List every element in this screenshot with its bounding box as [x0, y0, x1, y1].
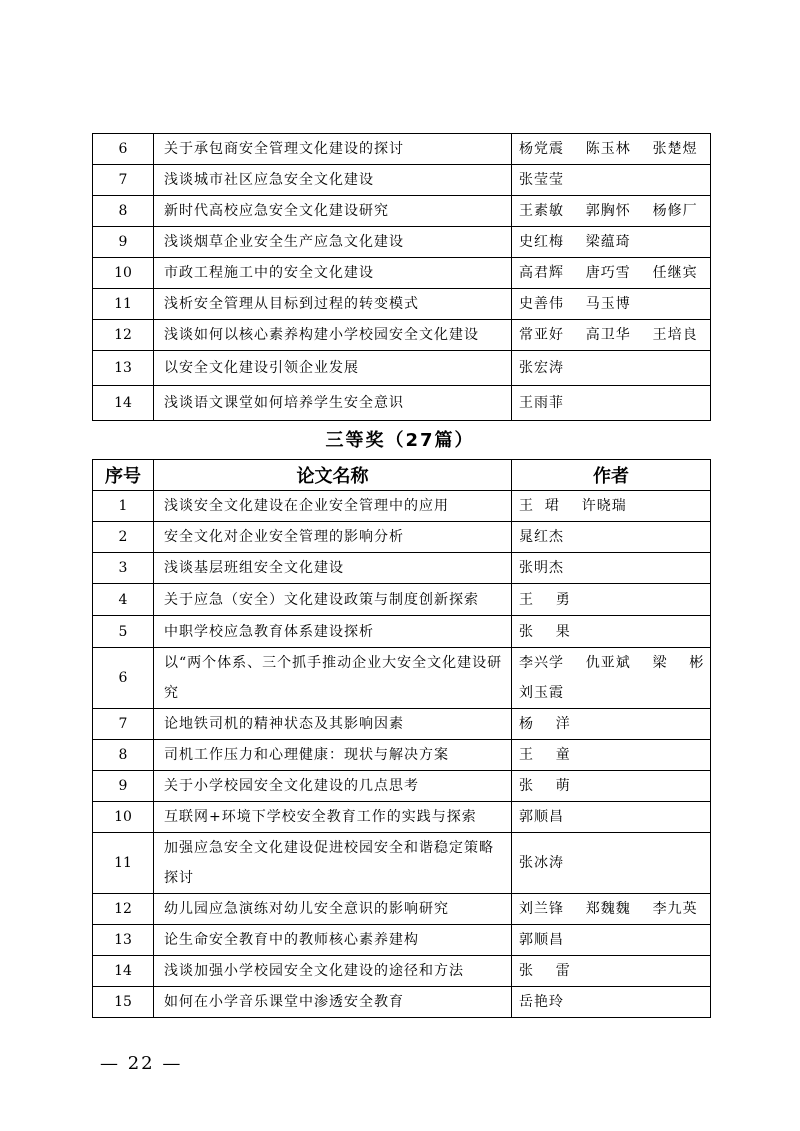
- paper-authors: 张冰涛: [512, 833, 711, 894]
- paper-authors: 张 萌: [512, 771, 711, 802]
- row-number: 9: [93, 227, 154, 258]
- table-row: [93, 351, 711, 386]
- paper-title: 浅谈如何以核心素养构建小学校园安全文化建设: [154, 320, 512, 351]
- paper-title: 浅谈语文课堂如何培养学生安全意识: [154, 386, 512, 421]
- paper-title: 中职学校应急教育体系建设探析: [154, 616, 512, 648]
- paper-authors: 王 勇: [512, 584, 711, 616]
- row-number: 7: [93, 165, 154, 196]
- row-number: 13: [93, 351, 154, 386]
- second-prize-table-continued: [92, 133, 711, 421]
- paper-authors: 晁红杰: [512, 522, 711, 553]
- row-number: 8: [93, 196, 154, 227]
- section-heading: 三等奖（27篇）: [325, 430, 475, 451]
- paper-title: 新时代高校应急安全文化建设研究: [154, 196, 512, 227]
- paper-authors: 史善伟 马玉博: [512, 289, 711, 320]
- table-row: [93, 320, 711, 351]
- paper-authors: 常亚好 高卫华 王培良: [512, 320, 711, 351]
- row-number: 8: [93, 740, 154, 771]
- row-number: 15: [93, 987, 154, 1018]
- row-number: 10: [93, 258, 154, 289]
- table-row: [93, 771, 711, 802]
- table-row: [93, 987, 711, 1018]
- table-body: [93, 491, 711, 1018]
- table-row: [93, 227, 711, 258]
- table-row: [93, 833, 711, 894]
- paper-title: 互联网+环境下学校安全教育工作的实践与探索: [154, 802, 512, 833]
- paper-title: 浅析安全管理从目标到过程的转变模式: [154, 289, 512, 320]
- table-row: [93, 165, 711, 196]
- paper-authors: 张 果: [512, 616, 711, 648]
- paper-authors: 王 珺 许晓瑞: [512, 491, 711, 522]
- row-number: 11: [93, 289, 154, 320]
- paper-title: 浅谈基层班组安全文化建设: [154, 553, 512, 584]
- paper-authors: 王素敏 郭胸怀 杨修厂: [512, 196, 711, 227]
- table-row: [93, 258, 711, 289]
- paper-title: 市政工程施工中的安全文化建设: [154, 258, 512, 289]
- table-row: [93, 925, 711, 956]
- table-row: [93, 289, 711, 320]
- row-number: 13: [93, 925, 154, 956]
- row-number: 12: [93, 894, 154, 925]
- paper-authors: 刘兰锋 郑魏魏 李九英: [512, 894, 711, 925]
- row-number: 7: [93, 709, 154, 740]
- paper-title: 如何在小学音乐课堂中渗透安全教育: [154, 987, 512, 1018]
- paper-title: 浅谈烟草企业安全生产应急文化建设: [154, 227, 512, 258]
- row-number: 6: [93, 648, 154, 709]
- paper-title: 论生命安全教育中的教师核心素养建构: [154, 925, 512, 956]
- row-number: 12: [93, 320, 154, 351]
- paper-title: 浅谈加强小学校园安全文化建设的途径和方法: [154, 956, 512, 987]
- table-row: [93, 196, 711, 227]
- third-prize-table: [92, 459, 711, 1018]
- paper-authors: 张明杰: [512, 553, 711, 584]
- row-number: 3: [93, 553, 154, 584]
- paper-authors: 王 童: [512, 740, 711, 771]
- paper-title: 以“两个体系、三个抓手推动企业大安全文化建设研究: [154, 648, 512, 709]
- row-number: 14: [93, 956, 154, 987]
- paper-title: 关于应急（安全）文化建设政策与制度创新探索: [154, 584, 512, 616]
- table-row: [93, 491, 711, 522]
- column-header-authors: 作者: [512, 460, 711, 491]
- paper-authors: 岳艳玲: [512, 987, 711, 1018]
- table-row: [93, 522, 711, 553]
- table-body: [93, 134, 711, 421]
- row-number: 1: [93, 491, 154, 522]
- paper-title: 以安全文化建设引领企业发展: [154, 351, 512, 386]
- paper-title: 加强应急安全文化建设促进校园安全和谐稳定策略探讨: [154, 833, 512, 894]
- paper-title: 安全文化对企业安全管理的影响分析: [154, 522, 512, 553]
- paper-authors: 杨党震 陈玉林 张楚煜: [512, 134, 711, 165]
- table-row: [93, 134, 711, 165]
- column-header-number: 序号: [93, 460, 154, 491]
- paper-title: 浅谈城市社区应急安全文化建设: [154, 165, 512, 196]
- row-number: 4: [93, 584, 154, 616]
- paper-authors: 杨 洋: [512, 709, 711, 740]
- table-row: [93, 894, 711, 925]
- page-number: — 22 —: [100, 1053, 183, 1074]
- paper-authors: 张莹莹: [512, 165, 711, 196]
- table-row: [93, 553, 711, 584]
- paper-title: 幼儿园应急演练对幼儿安全意识的影响研究: [154, 894, 512, 925]
- table-row: [93, 956, 711, 987]
- paper-authors: 高君辉 唐巧雪 任继宾: [512, 258, 711, 289]
- table-row: [93, 386, 711, 421]
- row-number: 5: [93, 616, 154, 648]
- paper-title: 司机工作压力和心理健康：现状与解决方案: [154, 740, 512, 771]
- row-number: 9: [93, 771, 154, 802]
- row-number: 11: [93, 833, 154, 894]
- row-number: 14: [93, 386, 154, 421]
- paper-title: 关于承包商安全管理文化建设的探讨: [154, 134, 512, 165]
- paper-title: 关于小学校园安全文化建设的几点思考: [154, 771, 512, 802]
- paper-authors: 张 雷: [512, 956, 711, 987]
- header-row: [93, 460, 711, 491]
- table-header: [93, 460, 711, 491]
- paper-title: 论地铁司机的精神状态及其影响因素: [154, 709, 512, 740]
- paper-authors: 张宏涛: [512, 351, 711, 386]
- paper-authors: 史红梅 梁蕴琦: [512, 227, 711, 258]
- column-header-title: 论文名称: [154, 460, 512, 491]
- row-number: 2: [93, 522, 154, 553]
- table-row: [93, 616, 711, 648]
- paper-title: 浅谈安全文化建设在企业安全管理中的应用: [154, 491, 512, 522]
- table-row: [93, 648, 711, 709]
- table-row: [93, 709, 711, 740]
- table-row: [93, 740, 711, 771]
- paper-authors: 李兴学 仇亚斌 梁 彬 刘玉霞: [512, 648, 711, 709]
- paper-authors: 郭顺昌: [512, 925, 711, 956]
- paper-authors: 郭顺昌: [512, 802, 711, 833]
- table-row: [93, 584, 711, 616]
- row-number: 6: [93, 134, 154, 165]
- paper-authors: 王雨菲: [512, 386, 711, 421]
- row-number: 10: [93, 802, 154, 833]
- table-row: [93, 802, 711, 833]
